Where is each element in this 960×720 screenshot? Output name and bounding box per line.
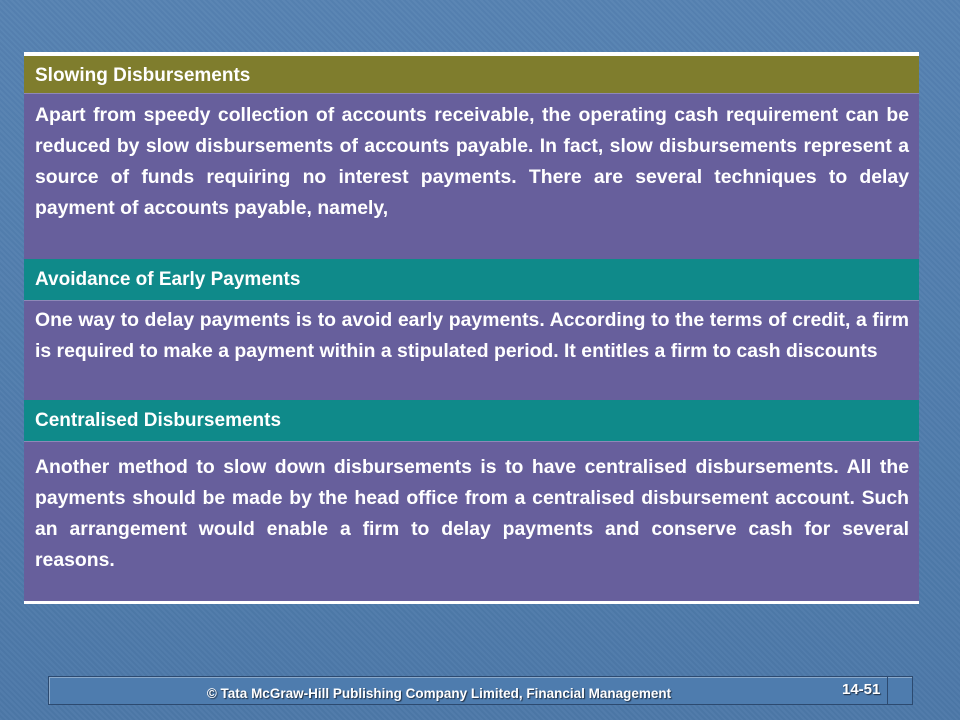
footer-bar [48, 676, 913, 705]
page-number: 14-51 [842, 681, 881, 698]
footer-divider [887, 677, 888, 704]
section-body-slowing-disbursements: Apart from speedy collection of accounts receivable, the operating cash requirement can be reduced by slow disbursements of accounts payable. In fact, slow disbursements represent a source of funds requiring no interest payments. There are several techniques to delay payment of accounts payable, namely, [24, 93, 919, 259]
section-body-centralised-disbursements: Another method to slow down disbursements is to have centralised disbursements. All the payments should be made by the head office from a centralised disbursement account. Such an arrangement would enable a firm to delay payments and conserve cash for several reasons. [24, 441, 919, 601]
section-heading-slowing-disbursements: Slowing Disbursements [24, 56, 919, 93]
section-heading-avoidance-of-early-payments: Avoidance of Early Payments [24, 259, 919, 300]
section-body-avoidance-of-early-payments: One way to delay payments is to avoid early payments. According to the terms of credit, a firm is required to make a payment within a stipulated period. It entitles a firm to cash discounts [24, 300, 919, 400]
footer-copyright: © Tata McGraw-Hill Publishing Company Limited, Financial Management [206, 686, 672, 701]
section-heading-centralised-disbursements: Centralised Disbursements [24, 400, 919, 441]
content-table [24, 52, 919, 604]
